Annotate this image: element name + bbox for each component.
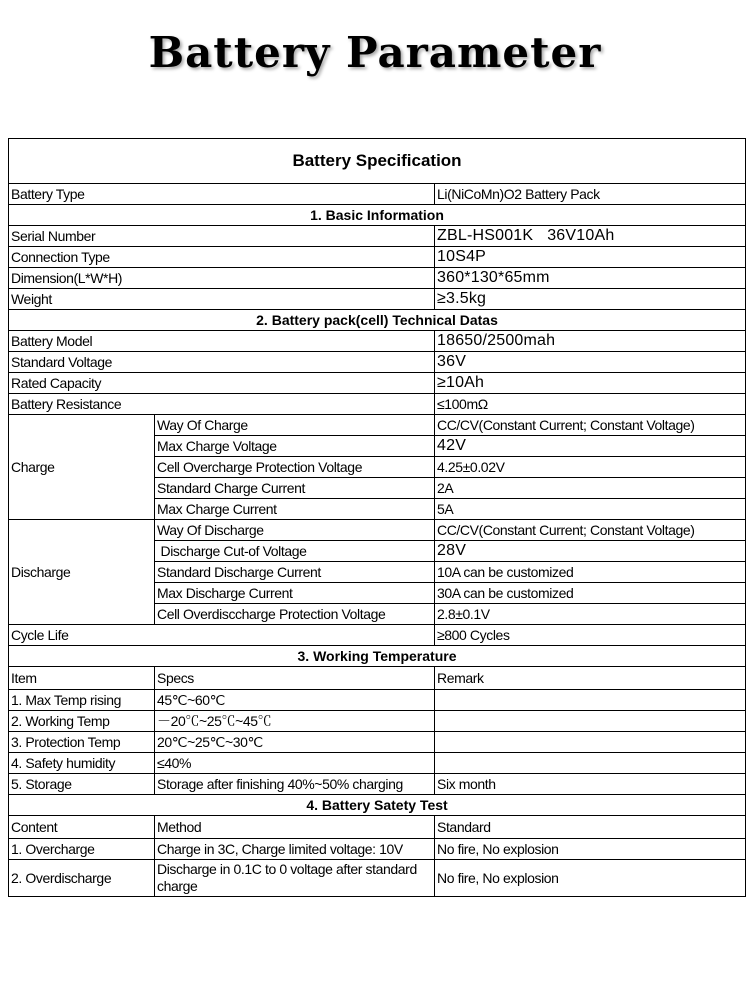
row-value: CC/CV(Constant Current; Constant Voltage): [435, 520, 746, 541]
row-label: Weight: [9, 289, 435, 310]
row-label: Connection Type: [9, 247, 435, 268]
spec-title-row: [9, 139, 746, 184]
column-header: Method: [155, 816, 435, 839]
row-value: ≤100mΩ: [435, 394, 746, 415]
table-row: [9, 732, 746, 753]
row-value: ZBL-HS001K 36V10Ah: [435, 226, 746, 247]
table-header-row: [9, 816, 746, 839]
table-row: [9, 184, 746, 205]
safety-standard: No fire, No explosion: [435, 860, 746, 897]
row-label: Standard Voltage: [9, 352, 435, 373]
column-header: Specs: [155, 667, 435, 690]
row-value: 30A can be customized: [435, 583, 746, 604]
row-label: Cell Overdisccharge Protection Voltage: [155, 604, 435, 625]
page-title: Battery Parameter: [148, 28, 602, 77]
temp-item: 5. Storage: [9, 774, 155, 795]
temp-spec: －20℃~25℃~45℃: [155, 711, 435, 732]
table-row: [9, 394, 746, 415]
table-row: [9, 226, 746, 247]
row-label: Cycle Life: [9, 625, 435, 646]
row-value: 10A can be customized: [435, 562, 746, 583]
row-label: Cell Overcharge Protection Voltage: [155, 457, 435, 478]
safety-content: 1. Overcharge: [9, 839, 155, 860]
temp-remark: [435, 690, 746, 711]
row-label: Standard Discharge Current: [155, 562, 435, 583]
temp-remark: Six month: [435, 774, 746, 795]
row-label: Dimension(L*W*H): [9, 268, 435, 289]
row-label: Standard Charge Current: [155, 478, 435, 499]
table-row: [9, 289, 746, 310]
section-row: [9, 310, 746, 331]
safety-standard: No fire, No explosion: [435, 839, 746, 860]
temp-spec: 20℃~25℃~30℃: [155, 732, 435, 753]
table-row: [9, 774, 746, 795]
table-row: [9, 415, 746, 436]
row-label: Way Of Discharge: [155, 520, 435, 541]
row-value: 2.8±0.1V: [435, 604, 746, 625]
table-row: [9, 373, 746, 394]
row-value: 36V: [435, 352, 746, 373]
row-label: Max Charge Voltage: [155, 436, 435, 457]
column-header: Item: [9, 667, 155, 690]
row-value: ≥800 Cycles: [435, 625, 746, 646]
safety-method: Charge in 3C, Charge limited voltage: 10V: [155, 839, 435, 860]
row-value: CC/CV(Constant Current; Constant Voltage): [435, 415, 746, 436]
section-technical: 2. Battery pack(cell) Technical Datas: [9, 310, 746, 331]
temp-spec: ≤40%: [155, 753, 435, 774]
row-label: Serial Number: [9, 226, 435, 247]
table-row: [9, 753, 746, 774]
battery-type-value: Li(NiCoMn)O2 Battery Pack: [435, 184, 746, 205]
row-value: 4.25±0.02V: [435, 457, 746, 478]
temp-remark: [435, 732, 746, 753]
table-row: [9, 331, 746, 352]
column-header: Remark: [435, 667, 746, 690]
table-row: [9, 247, 746, 268]
temp-spec: Storage after finishing 40%~50% charging: [155, 774, 435, 795]
battery-type-label: Battery Type: [9, 184, 435, 205]
table-row: [9, 520, 746, 541]
row-label: Rated Capacity: [9, 373, 435, 394]
row-label: Max Charge Current: [155, 499, 435, 520]
column-header: Content: [9, 816, 155, 839]
row-label: Battery Model: [9, 331, 435, 352]
row-value: 42V: [435, 436, 746, 457]
spec-title: Battery Specification: [9, 139, 746, 184]
row-label: Discharge Cut-of Voltage: [155, 541, 435, 562]
safety-content: 2. Overdischarge: [9, 860, 155, 897]
row-label: Max Discharge Current: [155, 583, 435, 604]
table-row: [9, 860, 746, 897]
row-label: Way Of Charge: [155, 415, 435, 436]
discharge-group-label: Discharge: [9, 520, 155, 625]
row-value: 2A: [435, 478, 746, 499]
temp-item: 2. Working Temp: [9, 711, 155, 732]
table-row: [9, 268, 746, 289]
section-basic-info: 1. Basic Information: [9, 205, 746, 226]
temp-item: 4. Safety humidity: [9, 753, 155, 774]
table-row: [9, 352, 746, 373]
temp-item: 1. Max Temp rising: [9, 690, 155, 711]
battery-spec-table: [8, 138, 746, 897]
table-row: [9, 690, 746, 711]
section-working-temp: 3. Working Temperature: [9, 646, 746, 667]
temp-item: 3. Protection Temp: [9, 732, 155, 753]
safety-method: Discharge in 0.1C to 0 voltage after standard charge: [155, 860, 435, 897]
table-row: [9, 711, 746, 732]
row-value: 5A: [435, 499, 746, 520]
row-value: 28V: [435, 541, 746, 562]
temp-spec: 45℃~60℃: [155, 690, 435, 711]
temp-remark: [435, 753, 746, 774]
temp-remark: [435, 711, 746, 732]
row-value: 360*130*65mm: [435, 268, 746, 289]
table-row: [9, 625, 746, 646]
table-row: [9, 839, 746, 860]
section-row: [9, 795, 746, 816]
row-value: ≥10Ah: [435, 373, 746, 394]
row-value: ≥3.5kg: [435, 289, 746, 310]
section-row: [9, 205, 746, 226]
charge-group-label: Charge: [9, 415, 155, 520]
column-header: Standard: [435, 816, 746, 839]
section-safety-test: 4. Battery Satety Test: [9, 795, 746, 816]
row-value: 10S4P: [435, 247, 746, 268]
row-label: Battery Resistance: [9, 394, 435, 415]
table-header-row: [9, 667, 746, 690]
section-row: [9, 646, 746, 667]
row-value: 18650/2500mah: [435, 331, 746, 352]
